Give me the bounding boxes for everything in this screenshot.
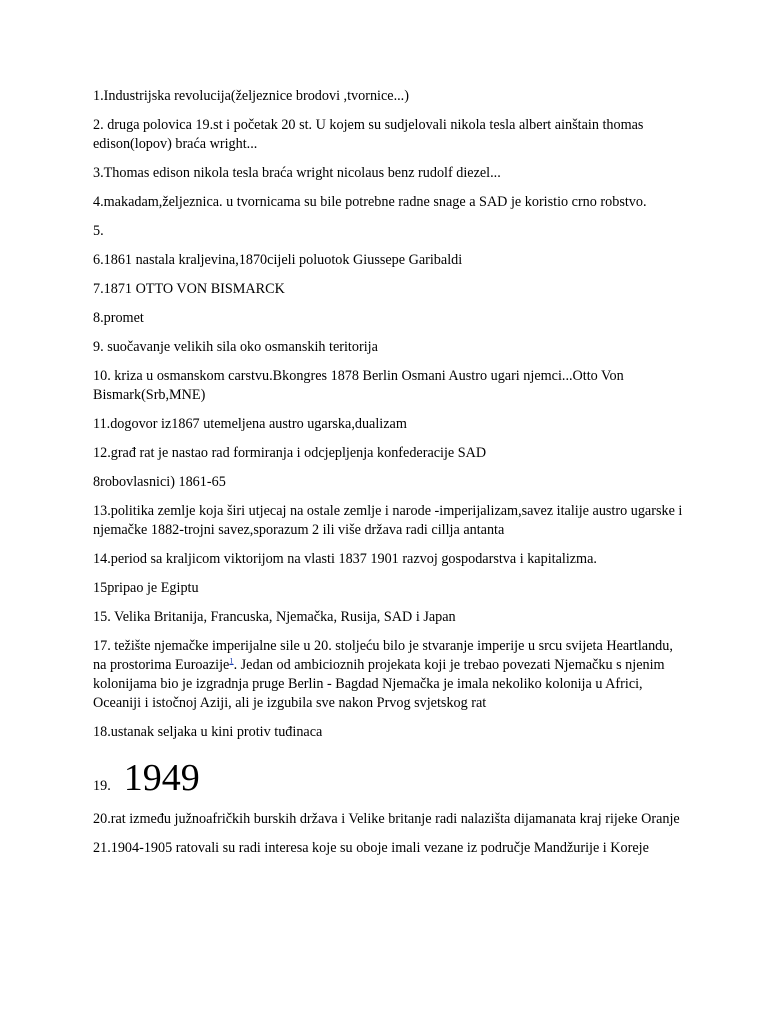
answer-8: 8.promet [93,310,144,326]
answer-13: 13.politika zemlje koja širi utjecaj na ostale zemlje i narode -imperijalizam,savez italije austro ugarske i njemačke 1882-trojni savez,sporazum 2 ili više država radi cillja antanta [93,503,683,538]
answer-17 [93,637,683,713]
answer-18: 18.ustanak seljaka u kini protiv tuđinaca [93,724,323,740]
answer-11: 11.dogovor iz1867 utemeljena austro ugarska,dualizam [93,416,407,432]
answer-21: 21.1904-1905 ratovali su radi interesa koje su oboje imali vezane iz područje Mandžurije i Koreje [93,840,649,856]
answer-6: 6.1861 nastala kraljevina,1870cijeli poluotok Giussepe Garibaldi [93,252,463,268]
answer-20: 20.rat između južnoafričkih burskih država i Velike britanje radi nalazišta dijamanata kraj rijeke Oranje [93,811,680,827]
answer-19-year: 1949 [123,757,200,799]
answers-list [93,87,683,868]
answer-19-number: 19. [93,778,111,794]
answer-19 [93,758,683,798]
answer-3: 3.Thomas edison nikola tesla braća wright nicolaus benz rudolf diezel... [93,165,501,181]
answer-2: 2. druga polovica 19.st i početak 20 st. U kojem su sudjelovali nikola tesla albert ainštain thomas edison(lopov) braća wright... [93,117,644,152]
answer-17-text-start: 17. težište njemačke imperijalne sile u 20. stoljeću bilo je stvaranje imperije u srcu svijeta Heartlandu, na prostorima Euroazije [93,638,673,673]
answer-15b: 15. Velika Britanija, Francuska, Njemačka, Rusija, SAD i Japan [93,609,456,625]
answer-5: 5. [93,223,104,239]
answer-1: 1.Industrijska revolucija(željeznice brodovi ,tvornice...) [93,88,409,104]
answer-10: 10. kriza u osmanskom carstvu.Bkongres 1878 Berlin Osmani Austro ugari njemci...Otto Von Bismark(Srb,MNE) [93,368,624,403]
answer-15a: 15pripao je Egiptu [93,580,199,596]
answer-9: 9. suočavanje velikih sila oko osmanskih teritorija [93,339,378,355]
footnote-link[interactable]: 1 [229,655,234,666]
answer-14: 14.period sa kraljicom viktorijom na vlasti 1837 1901 razvoj gospodarstva i kapitalizma. [93,551,597,567]
answer-7: 7.1871 OTTO VON BISMARCK [93,281,285,297]
answer-12-continued: 8robovlasnici) 1861-65 [93,474,226,490]
answer-12: 12.građ rat je nastao rad formiranja i odcjepljenja konfederacije SAD [93,445,487,461]
answer-4: 4.makadam,željeznica. u tvornicama su bile potrebne radne snage a SAD je koristio crno robstvo. [93,194,647,210]
answer-17-text-end: . Jedan od ambicioznih projekata koji je trebao povezati Njemačku s njenim kolonijama bio je izgradnja pruge Berlin - Bagdad Njemačka je imala nekoliko kolonija u Africi, Oceaniji i istočnoj Aziji, ali je izgubila sve nakon Prvog svjetskog rat [93,657,665,711]
